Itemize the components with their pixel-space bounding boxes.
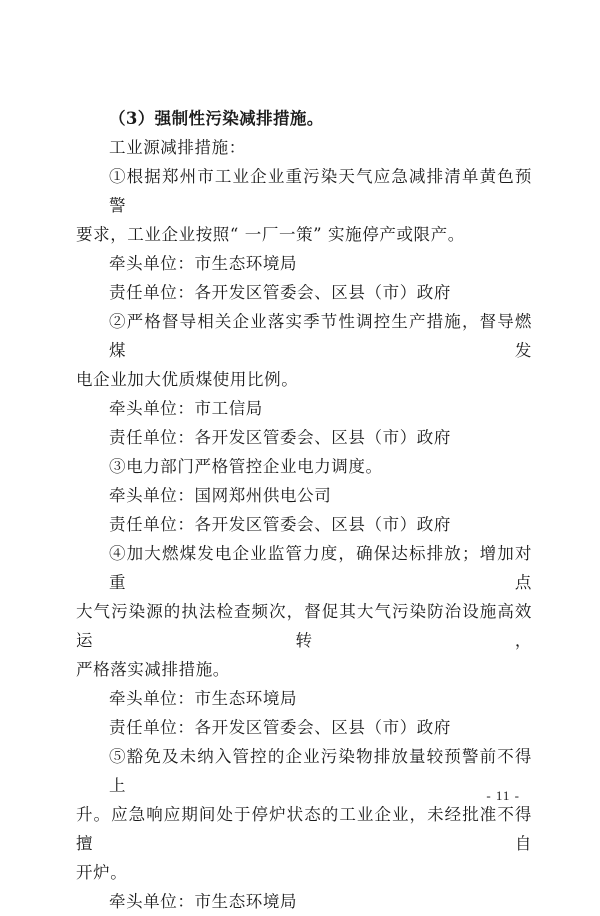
paragraph-line: ③电力部门严格管控企业电力调度。 bbox=[109, 457, 383, 476]
lead-unit-line: 牵头单位：市生态环境局 bbox=[109, 892, 298, 911]
paragraph-line: 电企业加大优质煤使用比例。 bbox=[76, 370, 299, 389]
lead-unit-line: 牵头单位：市工信局 bbox=[109, 399, 263, 418]
document-body bbox=[76, 104, 532, 916]
section-heading: （3）强制性污染减排措施。 bbox=[109, 109, 324, 128]
responsible-unit-line: 责任单位：各开发区管委会、区县（市）政府 bbox=[109, 718, 451, 737]
lead-unit-line: 牵头单位：国网郑州供电公司 bbox=[109, 486, 332, 505]
paragraph-line: ①根据郑州市工业企业重污染天气应急减排清单黄色预警 bbox=[109, 167, 532, 215]
paragraph-line: ⑤豁免及未纳入管控的企业污染物排放量较预警前不得上 bbox=[109, 747, 532, 795]
paragraph-line: 大气污染源的执法检查频次，督促其大气污染防治设施高效运转， bbox=[76, 602, 532, 650]
subsection-heading: 工业源减排措施： bbox=[109, 138, 246, 157]
page-number: - 11 - bbox=[486, 788, 520, 803]
paragraph-line: 开炉。 bbox=[76, 863, 128, 882]
responsible-unit-line: 责任单位：各开发区管委会、区县（市）政府 bbox=[109, 515, 451, 534]
lead-unit-line: 牵头单位：市生态环境局 bbox=[109, 254, 298, 273]
paragraph-line: 严格落实减排措施。 bbox=[76, 660, 230, 679]
responsible-unit-line: 责任单位：各开发区管委会、区县（市）政府 bbox=[109, 283, 451, 302]
paragraph-line: 升。应急响应期间处于停炉状态的工业企业，未经批准不得擅自 bbox=[76, 805, 532, 853]
paragraph-line: ②严格督导相关企业落实季节性调控生产措施，督导燃煤发 bbox=[109, 312, 532, 360]
lead-unit-line: 牵头单位：市生态环境局 bbox=[109, 689, 298, 708]
paragraph-line: ④加大燃煤发电企业监管力度，确保达标排放；增加对重点 bbox=[109, 544, 532, 592]
responsible-unit-line: 责任单位：各开发区管委会、区县（市）政府 bbox=[109, 428, 451, 447]
paragraph-line: 要求，工业企业按照“ 一厂一策” 实施停产或限产。 bbox=[76, 225, 465, 244]
